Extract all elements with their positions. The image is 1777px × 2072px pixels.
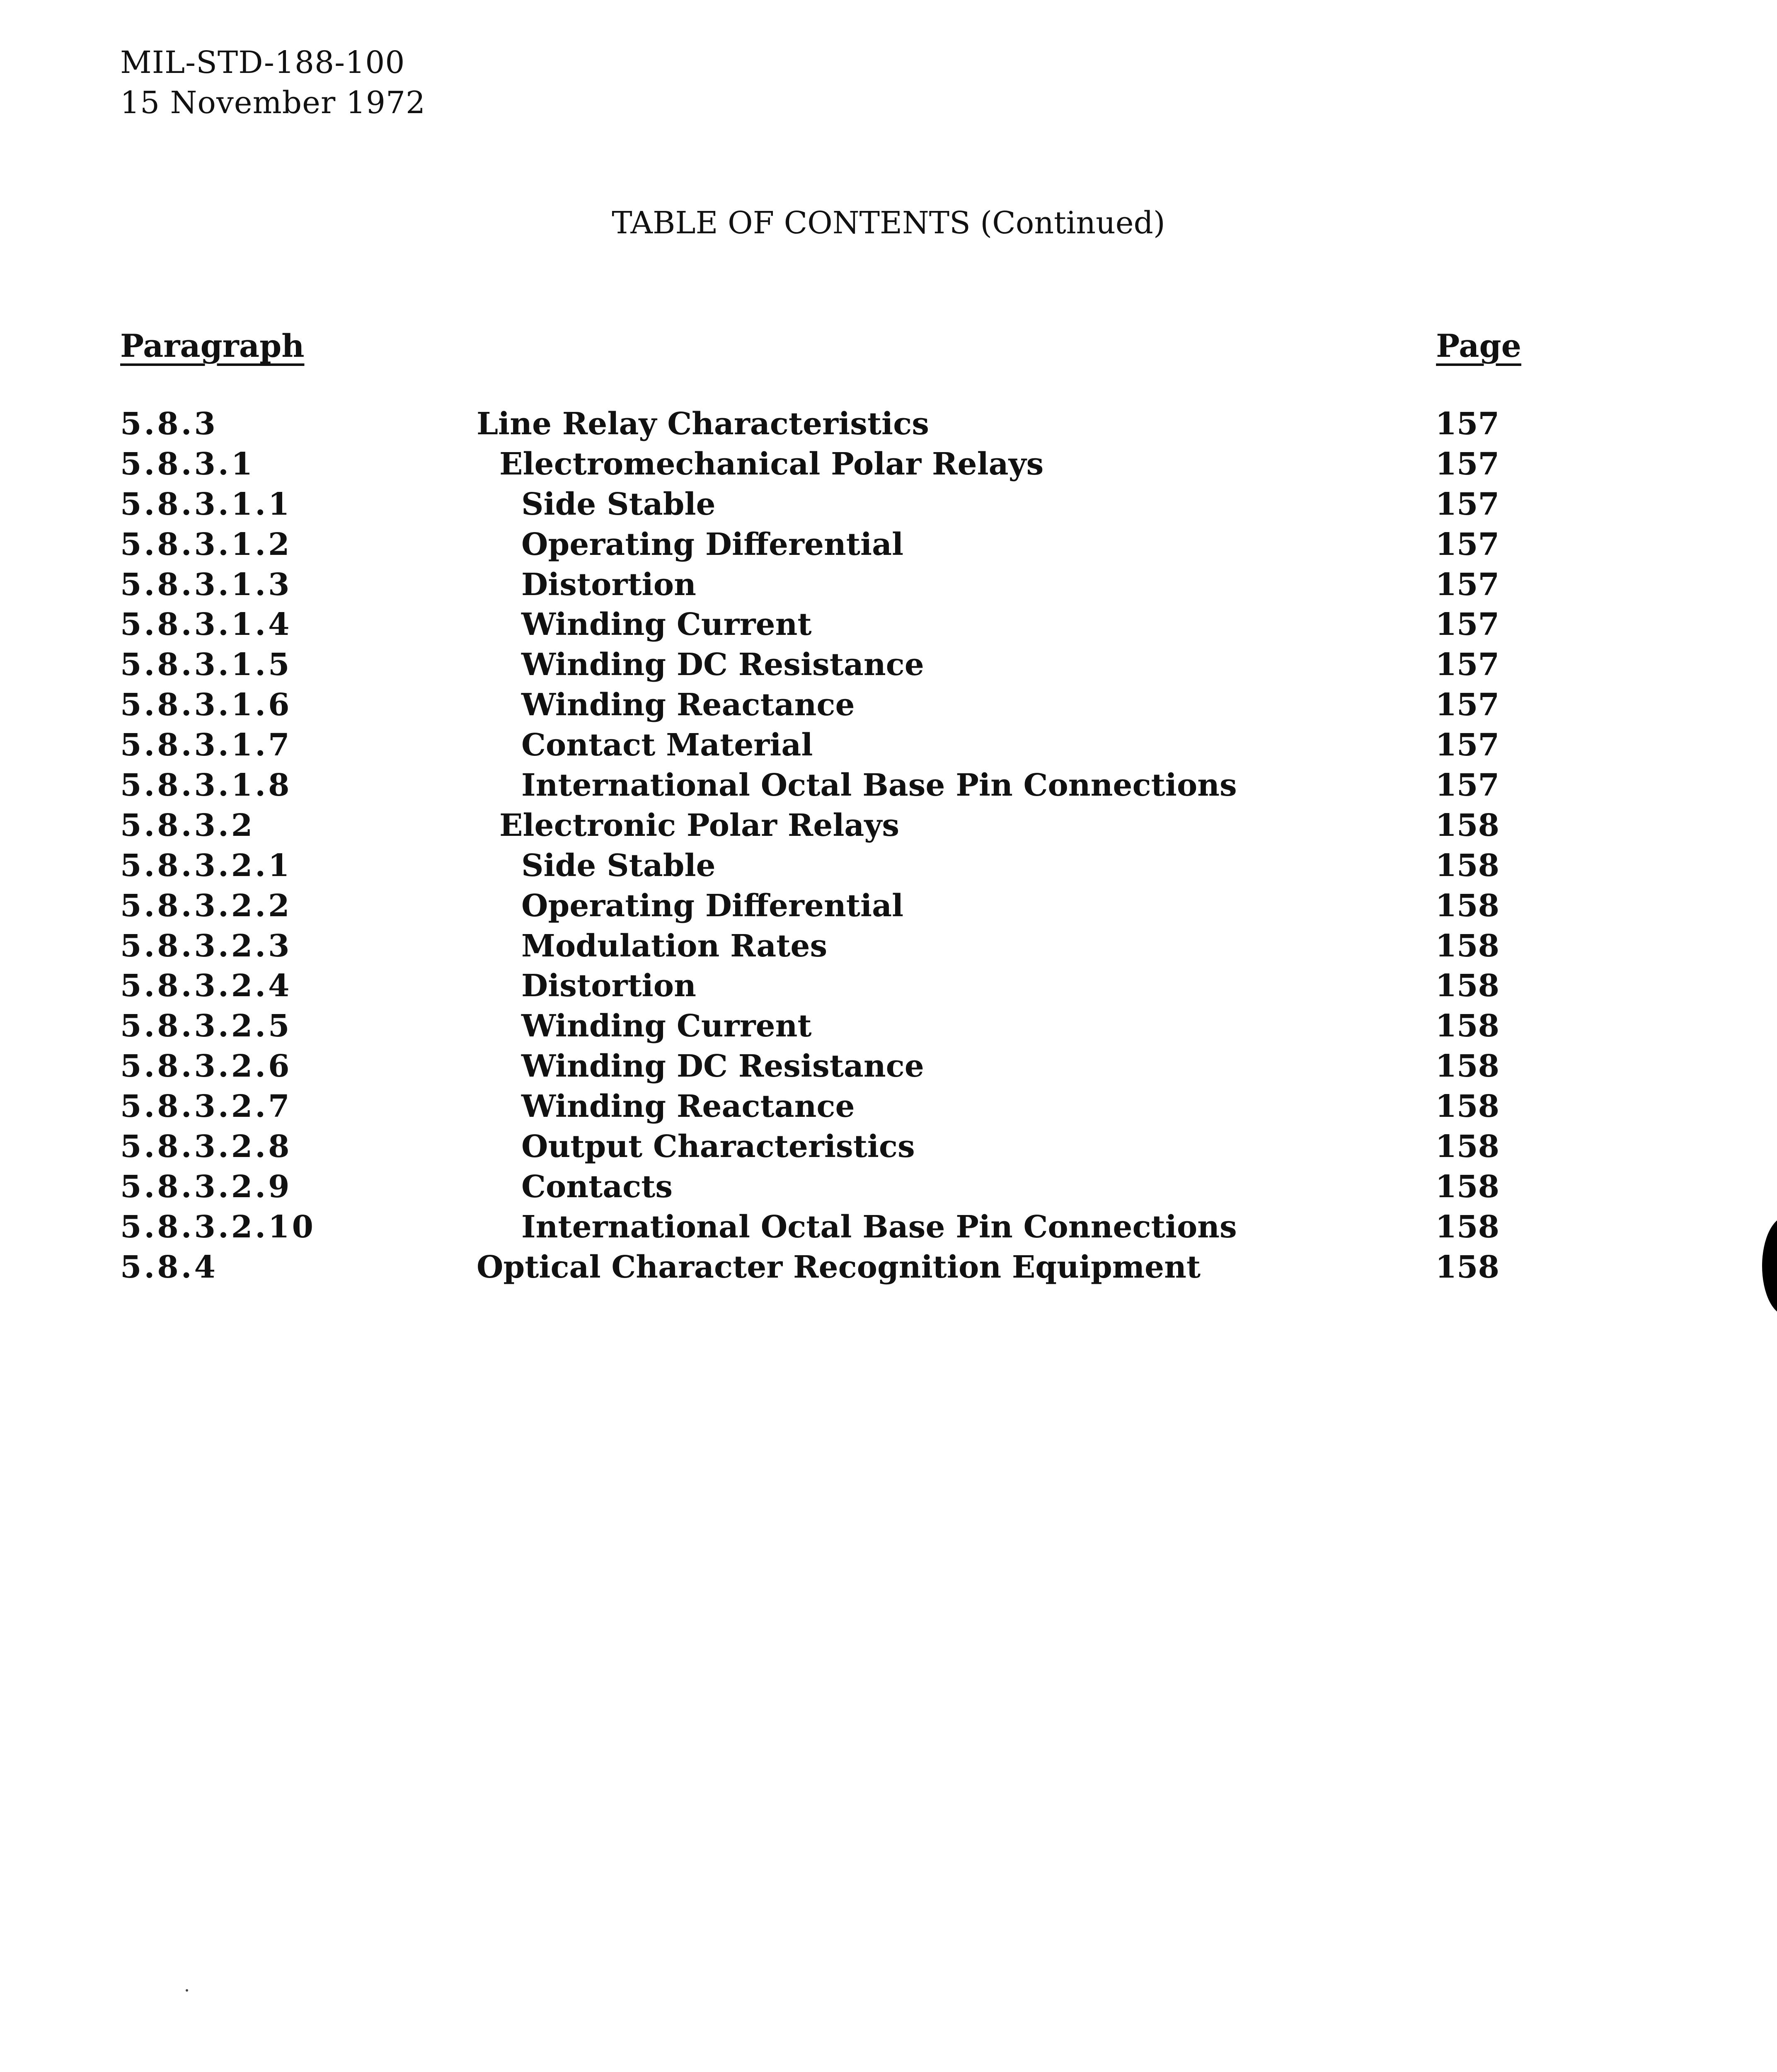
document-id: MIL-STD-188-100 <box>120 45 405 80</box>
toc-page-number: 158 <box>1435 1209 1499 1245</box>
toc-page-number: 158 <box>1435 888 1499 924</box>
toc-entry-title: Operating Differential <box>521 888 904 924</box>
toc-paragraph-number: 5.8.3.2.8 <box>120 1129 292 1165</box>
toc-entry <box>0 607 1777 647</box>
toc-paragraph-number: 5.8.3.1.3 <box>120 566 292 603</box>
toc-paragraph-number: 5.8.3 <box>120 406 218 442</box>
toc-page-number: 157 <box>1435 526 1499 562</box>
toc-paragraph-number: 5.8.3.2 <box>120 807 255 843</box>
toc-list <box>0 406 1777 1290</box>
toc-entry-title: Winding Current <box>521 1008 812 1044</box>
toc-page-number: 157 <box>1435 687 1499 723</box>
toc-entry <box>0 1089 1777 1129</box>
toc-paragraph-number: 5.8.3.2.9 <box>120 1169 292 1205</box>
toc-page-number: 157 <box>1435 727 1499 763</box>
toc-entry-title: Modulation Rates <box>521 928 828 964</box>
toc-page-number: 157 <box>1435 566 1499 603</box>
toc-page-number: 158 <box>1435 807 1499 843</box>
toc-paragraph-number: 5.8.3.2.2 <box>120 888 292 924</box>
toc-page-number: 158 <box>1435 1169 1499 1205</box>
toc-entry-title: Winding Reactance <box>521 1089 855 1125</box>
toc-page-number: 158 <box>1435 1089 1499 1125</box>
toc-entry <box>0 567 1777 607</box>
toc-page-number: 158 <box>1435 1008 1499 1044</box>
toc-entry <box>0 406 1777 446</box>
toc-paragraph-number: 5.8.3.2.6 <box>120 1048 292 1084</box>
toc-paragraph-number: 5.8.4 <box>120 1249 218 1285</box>
toc-entry-title: Winding DC Resistance <box>521 647 924 683</box>
page-column-header: Page <box>1436 327 1521 364</box>
toc-entry <box>0 527 1777 567</box>
toc-page-number: 157 <box>1435 446 1499 482</box>
scan-speck <box>186 1989 188 1992</box>
toc-paragraph-number: 5.8.3.1.8 <box>120 767 292 804</box>
toc-page-number: 157 <box>1435 607 1499 643</box>
toc-entry-title: Winding Current <box>521 607 812 643</box>
toc-page-number: 158 <box>1435 968 1499 1004</box>
toc-paragraph-number: 5.8.3.2.10 <box>120 1209 316 1245</box>
toc-entry <box>0 767 1777 808</box>
toc-paragraph-number: 5.8.3.2.7 <box>120 1089 292 1125</box>
toc-page-number: 157 <box>1435 406 1499 442</box>
toc-entry-title: International Octal Base Pin Connections <box>521 1209 1237 1245</box>
toc-paragraph-number: 5.8.3.1.7 <box>120 727 292 763</box>
toc-entry <box>0 848 1777 888</box>
toc-paragraph-number: 5.8.3.1.1 <box>120 486 292 522</box>
toc-paragraph-number: 5.8.3.1 <box>120 446 255 482</box>
toc-page-number: 158 <box>1435 1129 1499 1165</box>
toc-entry-title: International Octal Base Pin Connections <box>521 767 1237 804</box>
toc-entry-title: Winding DC Resistance <box>521 1048 924 1084</box>
paragraph-column-header: Paragraph <box>120 327 305 364</box>
toc-entry <box>0 687 1777 727</box>
toc-entry <box>0 446 1777 487</box>
toc-entry-title: Operating Differential <box>521 526 904 562</box>
toc-entry-title: Electromechanical Polar Relays <box>499 446 1044 482</box>
toc-paragraph-number: 5.8.3.2.4 <box>120 968 292 1004</box>
toc-entry-title: Optical Character Recognition Equipment <box>477 1249 1201 1285</box>
toc-page-number: 157 <box>1435 486 1499 522</box>
toc-page-number: 158 <box>1435 1048 1499 1084</box>
toc-paragraph-number: 5.8.3.2.1 <box>120 847 292 884</box>
toc-entry <box>0 1249 1777 1290</box>
toc-entry-title: Line Relay Characteristics <box>477 406 929 442</box>
toc-entry <box>0 1169 1777 1209</box>
toc-entry-title: Contact Material <box>521 727 813 763</box>
toc-paragraph-number: 5.8.3.1.6 <box>120 687 292 723</box>
toc-entry <box>0 1008 1777 1048</box>
toc-page-number: 157 <box>1435 647 1499 683</box>
document-date: 15 November 1972 <box>120 85 426 121</box>
toc-entry <box>0 968 1777 1008</box>
toc-entry <box>0 487 1777 527</box>
toc-entry-title: Electronic Polar Relays <box>499 807 900 843</box>
toc-paragraph-number: 5.8.3.1.2 <box>120 526 292 562</box>
toc-paragraph-number: 5.8.3.1.5 <box>120 647 292 683</box>
toc-entry-title: Contacts <box>521 1169 673 1205</box>
toc-entry <box>0 808 1777 848</box>
toc-entry-title: Winding Reactance <box>521 687 855 723</box>
toc-entry <box>0 647 1777 687</box>
toc-page-number: 158 <box>1435 1249 1499 1285</box>
toc-entry <box>0 1129 1777 1169</box>
toc-paragraph-number: 5.8.3.2.3 <box>120 928 292 964</box>
toc-entry-title: Side Stable <box>521 486 716 522</box>
toc-page-number: 158 <box>1435 928 1499 964</box>
toc-paragraph-number: 5.8.3.2.5 <box>120 1008 292 1044</box>
toc-entry-title: Side Stable <box>521 847 716 884</box>
toc-entry-title: Output Characteristics <box>521 1129 915 1165</box>
toc-paragraph-number: 5.8.3.1.4 <box>120 607 292 643</box>
toc-entry <box>0 1209 1777 1249</box>
toc-entry-title: Distortion <box>521 566 696 603</box>
toc-entry <box>0 1048 1777 1089</box>
toc-page-number: 158 <box>1435 847 1499 884</box>
toc-entry <box>0 928 1777 968</box>
toc-entry-title: Distortion <box>521 968 696 1004</box>
toc-page-number: 157 <box>1435 767 1499 804</box>
toc-entry <box>0 727 1777 767</box>
toc-entry <box>0 888 1777 928</box>
page-title: TABLE OF CONTENTS (Continued) <box>612 205 1165 241</box>
